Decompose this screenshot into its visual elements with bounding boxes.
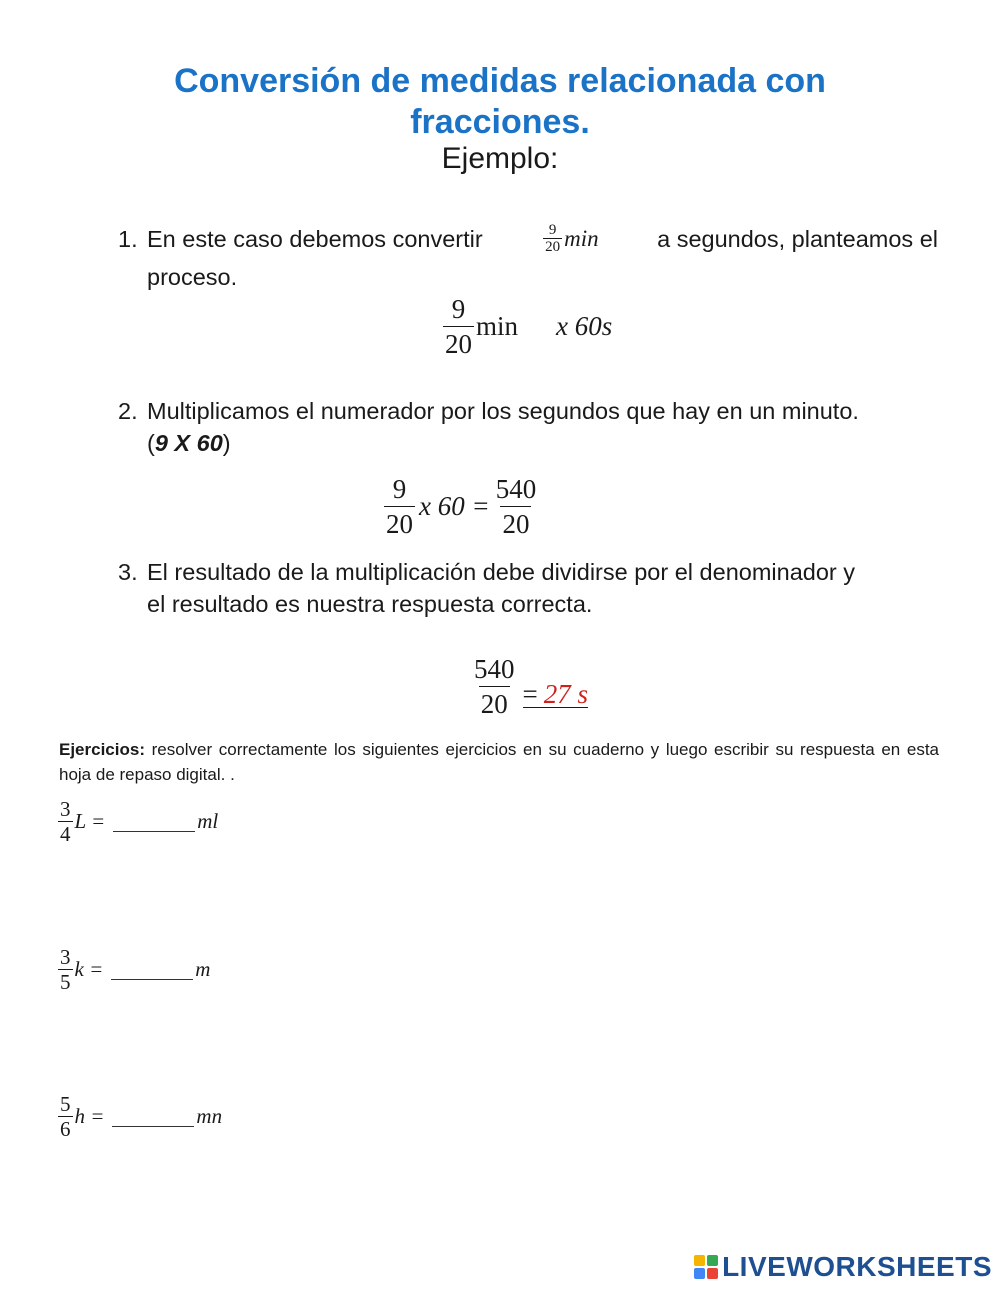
unit-label: m	[195, 957, 211, 981]
step-1-text-line2: proceso.	[147, 264, 238, 290]
exercise-item-1	[58, 797, 218, 846]
answer-blank[interactable]	[112, 1106, 194, 1127]
variable-label: L =	[74, 809, 106, 833]
example-heading: Ejemplo:	[441, 142, 559, 175]
fraction-numerator: 9	[451, 294, 466, 324]
step-1-equation	[443, 292, 612, 361]
step-2-paren	[147, 427, 938, 459]
fraction-denominator: 20	[384, 506, 415, 541]
multiplier: x 60 =	[419, 491, 490, 521]
paren-close: )	[222, 430, 231, 456]
fraction-numerator: 5	[60, 1092, 71, 1116]
unit-label: mn	[196, 1104, 223, 1128]
step-3-number: 3.	[118, 559, 138, 585]
answer-blank[interactable]	[113, 811, 195, 832]
page-title-line2: fracciones.	[410, 103, 590, 141]
fraction-denominator: 20	[443, 326, 474, 361]
logo-square-3	[694, 1268, 705, 1279]
exercises-label: Ejercicios:	[59, 740, 145, 759]
logo-text: LIVEWORKSHEETS	[722, 1251, 992, 1282]
exercises-text: resolver correctamente los siguientes ejercicios en su cuaderno y luego escribir su respuesta en esta hoja de repaso digital. .	[59, 740, 939, 784]
step-2-text: Multiplicamos el numerador por los segundos que hay en un minuto.	[147, 398, 859, 424]
step-1-text-before: En este caso debemos convertir	[147, 225, 483, 252]
exercises-instructions	[59, 737, 939, 787]
fraction-denominator: 20	[479, 686, 510, 721]
exercise-item-3	[58, 1092, 222, 1141]
result-denominator: 20	[500, 506, 531, 541]
step-1-inline-fraction	[541, 222, 599, 255]
fraction-denominator: 20	[545, 239, 561, 255]
fraction-denominator: 6	[60, 1117, 71, 1141]
paren-open: (	[147, 430, 155, 456]
step-3-equation	[472, 652, 594, 721]
result-numerator: 540	[495, 474, 537, 504]
step-2-bold-expression: 9 X 60	[154, 430, 223, 456]
step-2-number: 2.	[118, 398, 138, 424]
logo-square-4	[707, 1268, 718, 1279]
fraction-denominator: 5	[60, 970, 71, 994]
unit-label: min	[476, 311, 519, 341]
logo-cube-icon	[694, 1255, 718, 1279]
equals-sign: =	[522, 679, 538, 709]
fraction-numerator: 9	[548, 222, 557, 238]
answer-blank[interactable]	[111, 959, 193, 980]
liveworksheets-logo[interactable]	[694, 1251, 992, 1283]
variable-label: k =	[74, 957, 104, 981]
fraction-numerator: 3	[60, 945, 71, 969]
step-1-number: 1.	[118, 225, 138, 252]
page-title: Conversión de medidas relacionada con	[174, 62, 826, 100]
unit-label: ml	[197, 809, 219, 833]
logo-square-1	[694, 1255, 705, 1266]
step-2-equation	[384, 472, 538, 541]
logo-square-2	[707, 1255, 718, 1266]
step-3-text-line2: el resultado es nuestra respuesta correcta.	[147, 591, 593, 617]
fraction-denominator: 4	[60, 822, 71, 846]
fraction-numerator: 3	[60, 797, 71, 821]
step-1	[118, 222, 938, 293]
fraction-numerator: 540	[474, 654, 515, 684]
multiplier: x 60s	[556, 311, 613, 341]
step-3-text-line1: El resultado de la multiplicación debe dividirse por el denominador y	[147, 559, 856, 585]
step-1-text-after: a segundos, planteamos el	[657, 225, 938, 252]
step-2	[118, 395, 938, 459]
answer-value: 27 s	[543, 679, 588, 709]
fraction-unit: min	[564, 225, 599, 251]
variable-label: h =	[74, 1104, 105, 1128]
exercise-item-2	[58, 945, 210, 994]
step-3	[118, 556, 938, 620]
fraction-numerator: 9	[392, 474, 407, 504]
